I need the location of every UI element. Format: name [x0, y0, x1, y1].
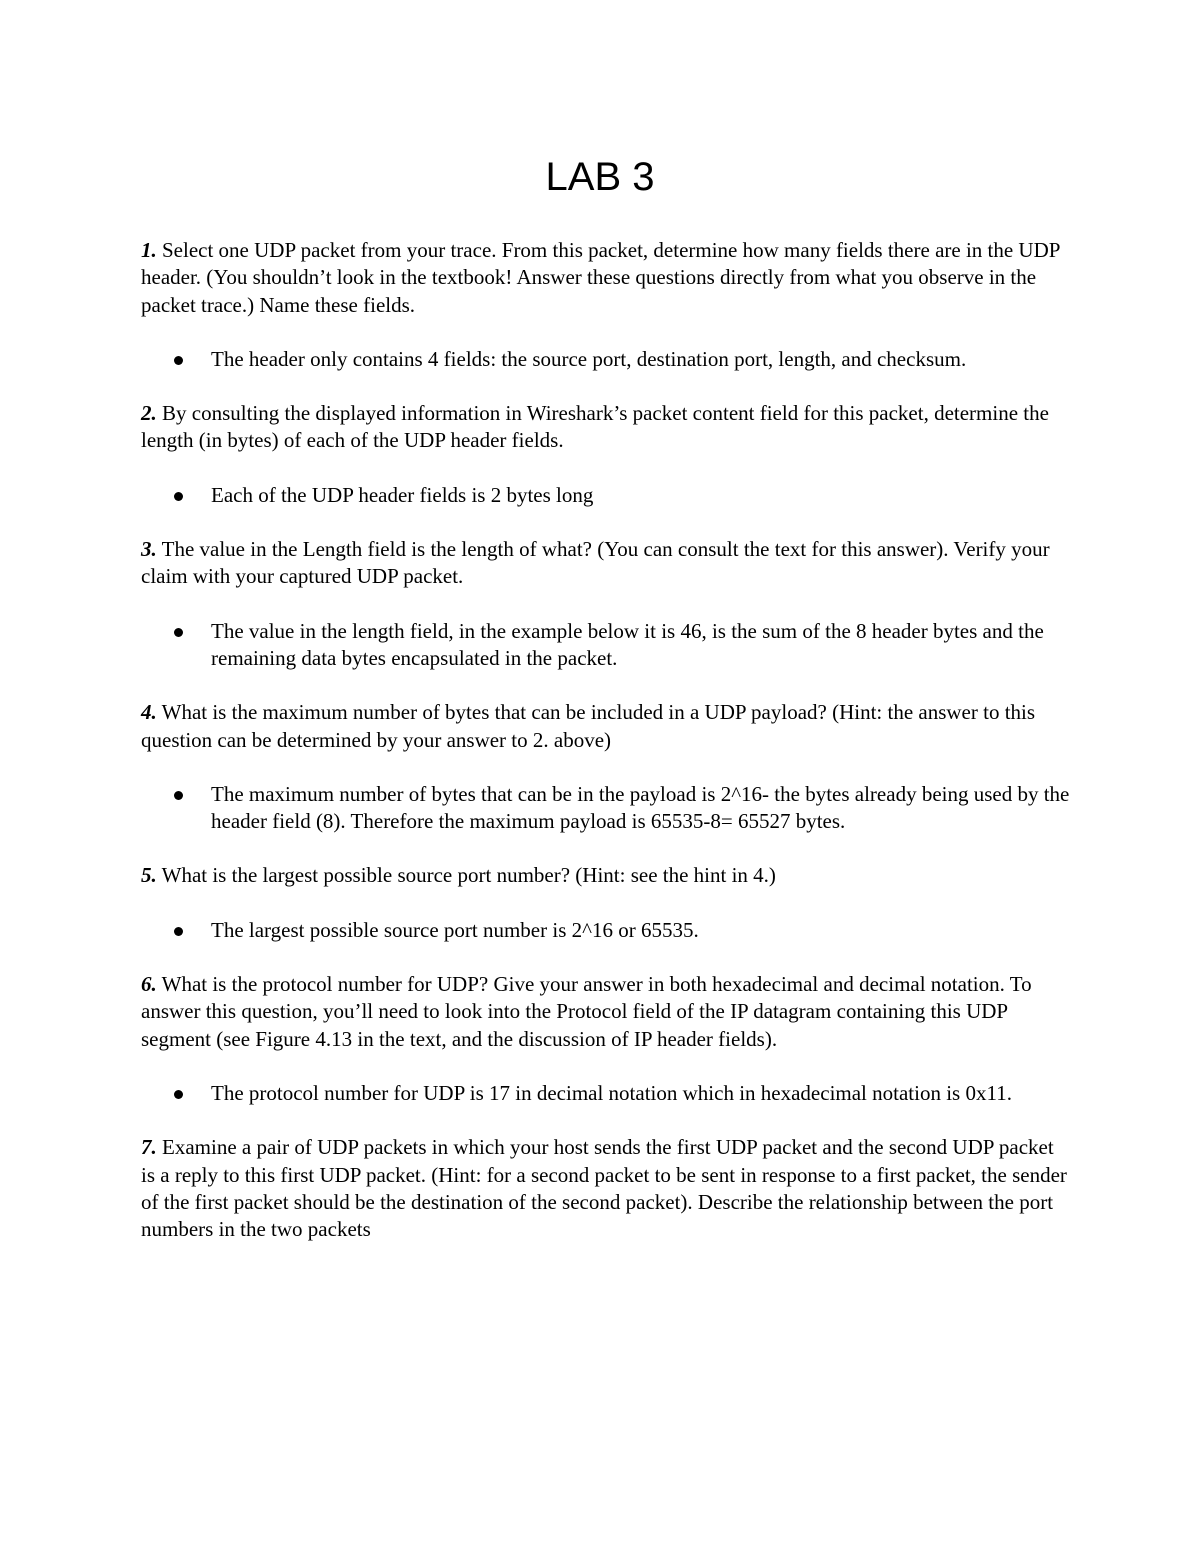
answer-list-4: [141, 781, 1071, 836]
question-number: 4.: [141, 700, 157, 725]
answer-text: The header only contains 4 fields: the source port, destination port, length, and checksum.: [211, 346, 967, 371]
answer-item: [141, 781, 1071, 836]
answer-list-3: [141, 618, 1071, 673]
question-7: [141, 1134, 1071, 1243]
answer-text: The largest possible source port number is 2^16 or 65535.: [211, 917, 699, 942]
question-number: 2.: [141, 401, 157, 426]
answer-list-6: [141, 1080, 1071, 1107]
question-text: Select one UDP packet from your trace. From this packet, determine how many fields there are in the UDP header. (You shouldn’t look in the textbook! Answer these questions directly from what you observe in the packet trace.) Name these fields.: [141, 238, 1060, 317]
question-number: 6.: [141, 972, 157, 997]
question-5: [141, 862, 1071, 889]
answer-list-1: [141, 346, 1071, 373]
question-3: [141, 536, 1071, 591]
answer-text: Each of the UDP header fields is 2 bytes long: [211, 482, 594, 507]
page-title: LAB 3: [545, 155, 655, 199]
question-text: What is the protocol number for UDP? Give your answer in both hexadecimal and decimal notation. To answer this question, you’ll need to look into the Protocol field of the IP datagram containing this UDP segment (see Figure 4.13 in the text, and the discussion of IP header fields).: [141, 972, 1032, 1051]
answer-item: [141, 482, 1071, 509]
bullet-icon: [174, 1090, 183, 1099]
question-4: [141, 699, 1071, 754]
question-6: [141, 971, 1071, 1053]
answer-text: The value in the length field, in the example below it is 46, is the sum of the 8 header bytes and the remaining data bytes encapsulated in the packet.: [211, 618, 1044, 670]
question-number: 1.: [141, 238, 157, 262]
bullet-icon: [174, 628, 183, 637]
question-number: 3.: [141, 537, 157, 562]
bullet-icon: [174, 791, 183, 800]
answer-list-5: [141, 917, 1071, 944]
answer-item: [141, 618, 1071, 673]
question-number: 7.: [141, 1135, 157, 1160]
question-number: 5.: [141, 863, 157, 888]
answer-item: [141, 1080, 1071, 1107]
question-2: [141, 400, 1071, 455]
document-body: [141, 237, 1071, 1243]
question-text: Examine a pair of UDP packets in which your host sends the first UDP packet and the second UDP packet is a reply to this first UDP packet. (Hint: for a second packet to be sent in response to a first packet, the sender of the first packet should be the destination of the second packet). Describe the relationship between the port numbers in the two packets: [141, 1135, 1067, 1242]
question-text: What is the largest possible source port number? (Hint: see the hint in 4.): [156, 863, 776, 888]
bullet-icon: [174, 356, 183, 365]
question-1: [141, 237, 1071, 319]
bullet-icon: [174, 492, 183, 501]
answer-text: The maximum number of bytes that can be in the payload is 2^16- the bytes already being used by the header field (8). Therefore the maximum payload is 65535-8= 65527 bytes.: [211, 781, 1070, 834]
answer-text: The protocol number for UDP is 17 in decimal notation which in hexadecimal notation is 0x11.: [211, 1080, 1012, 1105]
bullet-icon: [174, 927, 183, 936]
answer-item: [141, 346, 1071, 373]
question-text: The value in the Length field is the length of what? (You can consult the text for this answer). Verify your claim with your captured UDP packet.: [141, 537, 1050, 589]
answer-item: [141, 917, 1071, 944]
answer-list-2: [141, 482, 1071, 509]
question-text: What is the maximum number of bytes that can be included in a UDP payload? (Hint: the answer to this question can be determined by your answer to 2. above): [141, 700, 1036, 752]
question-text: By consulting the displayed information in Wireshark’s packet content field for this packet, determine the length (in bytes) of each of the UDP header fields.: [141, 401, 1049, 453]
